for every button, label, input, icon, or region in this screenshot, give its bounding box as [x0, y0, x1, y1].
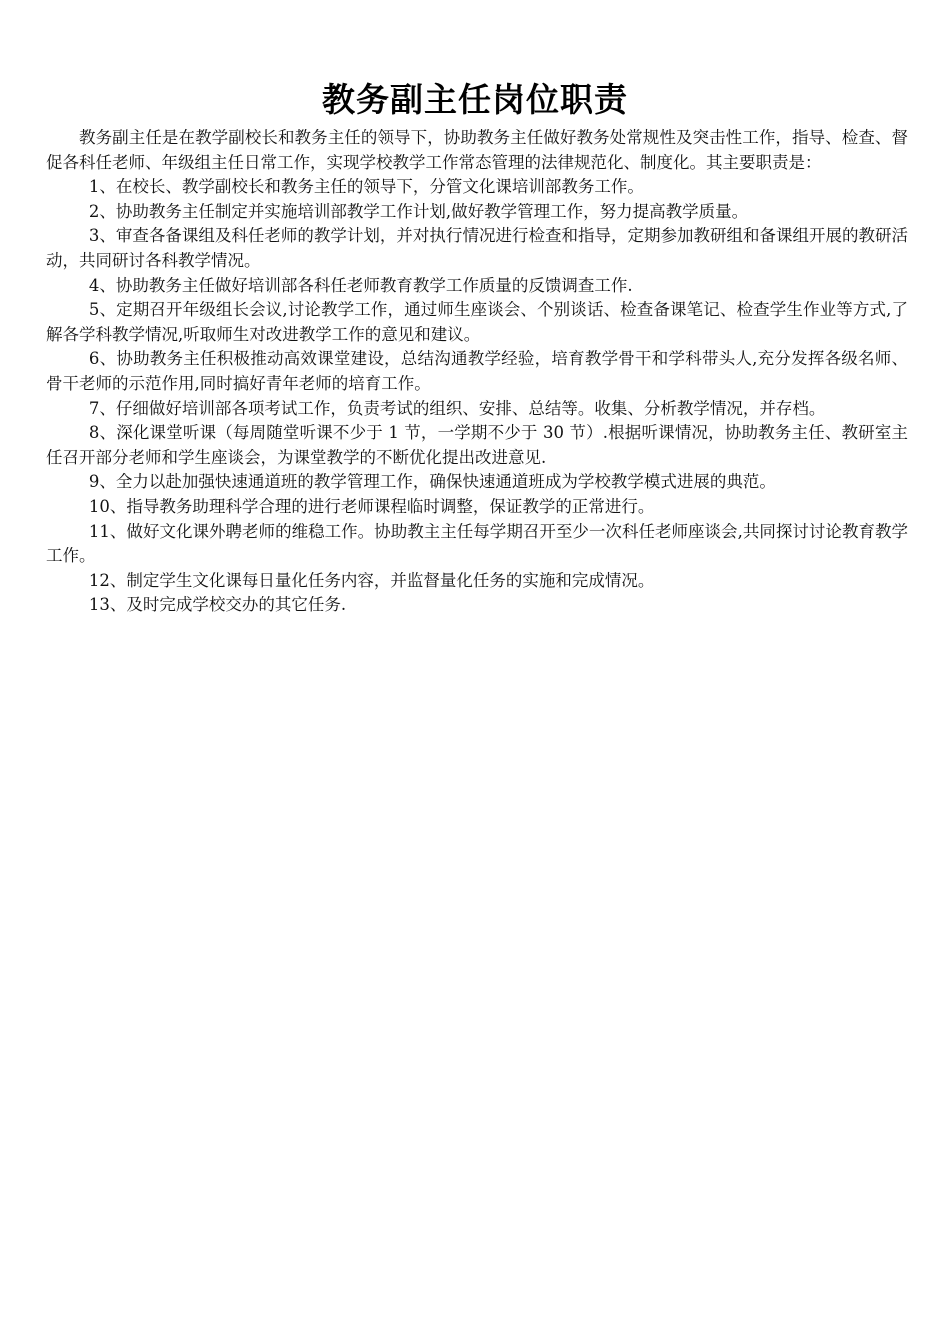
- duty-item-6: 6、协助教务主任积极推动高效课堂建设，总结沟通教学经验，培育教学骨干和学科带头人,充分发挥各级名师、骨干老师的示范作用,同时搞好青年老师的培育工作。: [46, 349, 908, 393]
- duty-item-4: 4、协助教务主任做好培训部各科任老师教育教学工作质量的反馈调查工作.: [88, 275, 633, 295]
- intro-paragraph: 教务副主任是在教学副校长和教务主任的领导下，协助教务主任做好教务处常规性及突击性工作，指导、检查、督促各科任老师、年级组主任日常工作，实现学校教学工作常态管理的法律规范化、制度化。其主要职责是：: [46, 128, 908, 172]
- duty-item-11: 11、做好文化课外聘老师的维稳工作。协助教主主任每学期召开至少一次科任老师座谈会,共同探讨讨论教育教学工作。: [46, 521, 908, 566]
- duty-item-13: 13、及时完成学校交办的其它任务.: [88, 595, 347, 615]
- duty-item-8: 8、深化课堂听课（每周随堂听课不少于 1 节，一学期不少于 30 节）.根据听课情况，协助教务主任、教研室主任召开部分老师和学生座谈会，为课堂教学的不断优化提出改进意见.: [46, 423, 908, 467]
- duty-item-9: 9、全力以赴加强快速通道班的教学管理工作，确保快速通道班成为学校教学模式进展的典范。: [88, 472, 776, 492]
- duty-item-7: 7、仔细做好培训部各项考试工作，负责考试的组织、安排、总结等。收集、分析教学情况，并存档。: [88, 398, 826, 418]
- duty-item-10: 10、指导教务助理科学合理的进行老师课程临时调整，保证教学的正常进行。: [88, 496, 655, 516]
- duty-item-3: 3、审查各备课组及科任老师的教学计划，并对执行情况进行检查和指导，定期参加教研组和备课组开展的教研活动，共同研讨各科教学情况。: [46, 226, 908, 270]
- duty-item-1: 1、在校长、教学副校长和教务主任的领导下，分管文化课培训部教务工作。: [88, 177, 644, 197]
- duty-item-2: 2、协助教务主任制定并实施培训部教学工作计划,做好教学管理工作，努力提高教学质量。: [88, 201, 749, 221]
- document-title: 教务副主任岗位职责: [322, 80, 628, 119]
- duty-item-5: 5、定期召开年级组长会议,讨论教学工作，通过师生座谈会、个别谈话、检查备课笔记、检查学生作业等方式,了解各学科教学情况,听取师生对改进教学工作的意见和建议。: [46, 300, 908, 344]
- duty-item-12: 12、制定学生文化课每日量化任务内容，并监督量化任务的实施和完成情况。: [88, 570, 655, 590]
- document-body: [46, 126, 908, 618]
